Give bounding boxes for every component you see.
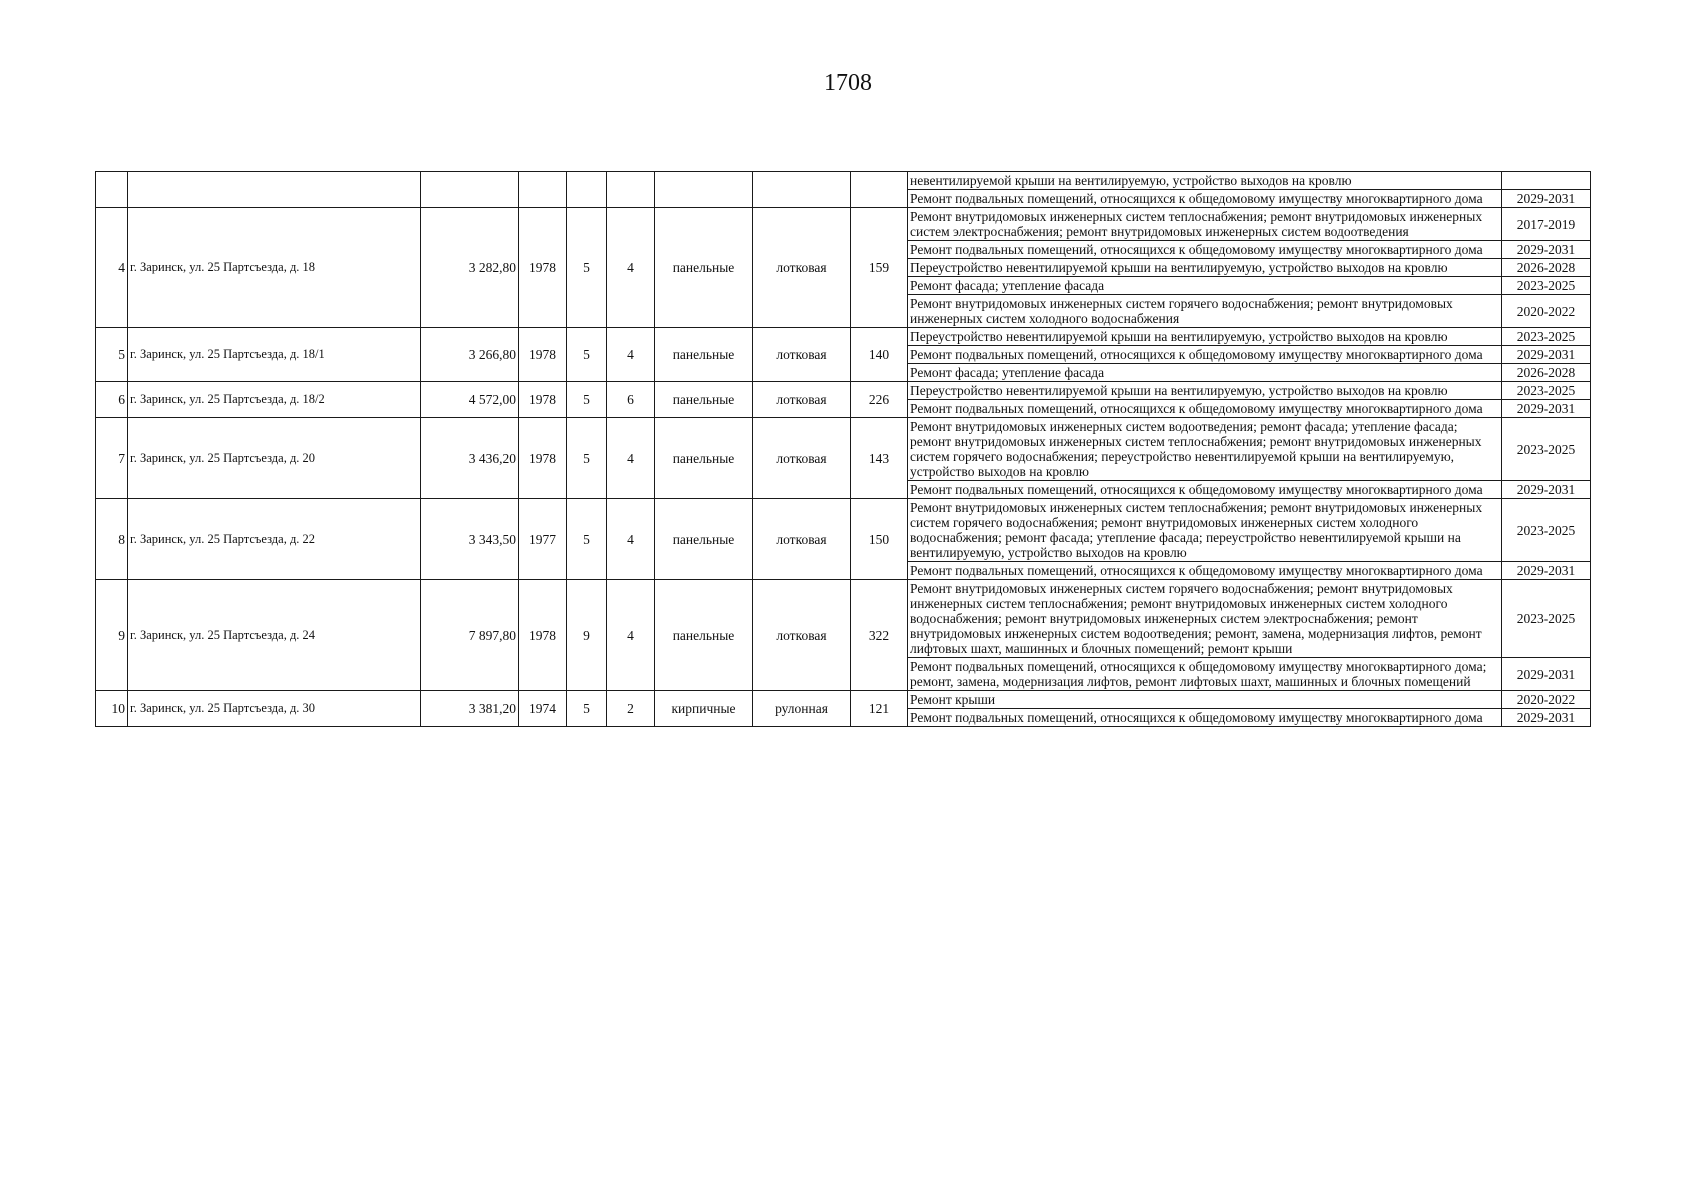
work-period-cell: 2029-2031 bbox=[1502, 709, 1591, 727]
table-row bbox=[96, 418, 1591, 481]
work-period-cell: 2029-2031 bbox=[1502, 400, 1591, 418]
work-period-cell: 2023-2025 bbox=[1502, 328, 1591, 346]
year-cell: 1978 bbox=[519, 382, 567, 418]
row-number: 5 bbox=[96, 328, 128, 382]
residents-cell: 143 bbox=[851, 418, 908, 499]
page-number: 1708 bbox=[824, 70, 872, 96]
area-cell bbox=[421, 172, 519, 208]
work-period-cell: 2023-2025 bbox=[1502, 418, 1591, 481]
year-cell: 1978 bbox=[519, 580, 567, 691]
work-period-cell: 2020-2022 bbox=[1502, 691, 1591, 709]
work-description-cell: Ремонт подвальных помещений, относящихся к общедомовому имуществу многоквартирного дома bbox=[908, 400, 1502, 418]
work-period-cell: 2029-2031 bbox=[1502, 562, 1591, 580]
address-cell: г. Заринск, ул. 25 Партсъезда, д. 18 bbox=[128, 208, 421, 328]
address-cell: г. Заринск, ул. 25 Партсъезда, д. 30 bbox=[128, 691, 421, 727]
area-cell: 3 436,20 bbox=[421, 418, 519, 499]
year-cell: 1978 bbox=[519, 208, 567, 328]
wall-material-cell: кирпичные bbox=[655, 691, 753, 727]
table-row bbox=[96, 580, 1591, 658]
work-period-cell: 2026-2028 bbox=[1502, 259, 1591, 277]
work-description-cell: Ремонт внутридомовых инженерных систем горячего водоснабжения; ремонт внутридомовых инженерных систем теплоснабжения; ремонт внутридомовых инженерных систем холодного водоснабжения; ремонт внутридомовых инженерных систем электроснабжения; ремонт внутридомовых инженерных систем водоотведения; ремонт, замена, модернизация лифтов, ремонт лифтовых шахт, машинных и блочных помещений; ремонт крыши bbox=[908, 580, 1502, 658]
wall-material-cell: панельные bbox=[655, 499, 753, 580]
area-cell: 3 381,20 bbox=[421, 691, 519, 727]
work-description-cell: Переустройство невентилируемой крыши на вентилируемую, устройство выходов на кровлю bbox=[908, 328, 1502, 346]
row-number bbox=[96, 172, 128, 208]
floors-cell: 5 bbox=[567, 328, 607, 382]
year-cell bbox=[519, 172, 567, 208]
area-cell: 3 266,80 bbox=[421, 328, 519, 382]
table-row bbox=[96, 691, 1591, 709]
work-period-cell bbox=[1502, 172, 1591, 190]
roof-type-cell: лотковая bbox=[753, 328, 851, 382]
housing-repair-table bbox=[95, 171, 1591, 727]
work-description-cell: Ремонт внутридомовых инженерных систем горячего водоснабжения; ремонт внутридомовых инженерных систем холодного водоснабжения bbox=[908, 295, 1502, 328]
area-cell: 4 572,00 bbox=[421, 382, 519, 418]
entrances-cell: 4 bbox=[607, 328, 655, 382]
entrances-cell: 4 bbox=[607, 499, 655, 580]
wall-material-cell: панельные bbox=[655, 580, 753, 691]
work-period-cell: 2029-2031 bbox=[1502, 346, 1591, 364]
entrances-cell: 6 bbox=[607, 382, 655, 418]
work-period-cell: 2029-2031 bbox=[1502, 241, 1591, 259]
table-row bbox=[96, 172, 1591, 190]
roof-type-cell: рулонная bbox=[753, 691, 851, 727]
area-cell: 3 343,50 bbox=[421, 499, 519, 580]
work-description-cell: Ремонт подвальных помещений, относящихся к общедомовому имуществу многоквартирного дома bbox=[908, 346, 1502, 364]
work-description-cell: Ремонт внутридомовых инженерных систем водоотведения; ремонт фасада; утепление фасада; ремонт внутридомовых инженерных систем теплоснабжения; ремонт внутридомовых инженерных систем горячего водоснабжения; переустройство невентилируемой крыши на вентилируемую, устройство выходов на кровлю bbox=[908, 418, 1502, 481]
roof-type-cell: лотковая bbox=[753, 418, 851, 499]
work-description-cell: Ремонт подвальных помещений, относящихся к общедомовому имуществу многоквартирного дома bbox=[908, 241, 1502, 259]
roof-type-cell: лотковая bbox=[753, 499, 851, 580]
roof-type-cell bbox=[753, 172, 851, 208]
floors-cell bbox=[567, 172, 607, 208]
table-row bbox=[96, 208, 1591, 241]
table-body bbox=[96, 172, 1591, 727]
work-period-cell: 2023-2025 bbox=[1502, 277, 1591, 295]
floors-cell: 9 bbox=[567, 580, 607, 691]
year-cell: 1978 bbox=[519, 418, 567, 499]
roof-type-cell: лотковая bbox=[753, 382, 851, 418]
floors-cell: 5 bbox=[567, 208, 607, 328]
work-period-cell: 2029-2031 bbox=[1502, 658, 1591, 691]
residents-cell bbox=[851, 172, 908, 208]
residents-cell: 226 bbox=[851, 382, 908, 418]
wall-material-cell: панельные bbox=[655, 418, 753, 499]
floors-cell: 5 bbox=[567, 499, 607, 580]
residents-cell: 140 bbox=[851, 328, 908, 382]
work-description-cell: Ремонт внутридомовых инженерных систем теплоснабжения; ремонт внутридомовых инженерных систем горячего водоснабжения; ремонт внутридомовых инженерных систем холодного водоснабжения; ремонт фасада; утепление фасада; переустройство невентилируемой крыши на вентилируемую, устройство выходов на кровлю bbox=[908, 499, 1502, 562]
work-description-cell: Ремонт фасада; утепление фасада bbox=[908, 364, 1502, 382]
roof-type-cell: лотковая bbox=[753, 580, 851, 691]
row-number: 10 bbox=[96, 691, 128, 727]
work-period-cell: 2029-2031 bbox=[1502, 190, 1591, 208]
work-description-cell: Ремонт подвальных помещений, относящихся к общедомовому имуществу многоквартирного дома; ремонт, замена, модернизация лифтов, ремонт лифтовых шахт, машинных и блочных помещений bbox=[908, 658, 1502, 691]
year-cell: 1974 bbox=[519, 691, 567, 727]
work-description-cell: Ремонт подвальных помещений, относящихся к общедомовому имуществу многоквартирного дома bbox=[908, 709, 1502, 727]
area-cell: 7 897,80 bbox=[421, 580, 519, 691]
work-period-cell: 2029-2031 bbox=[1502, 481, 1591, 499]
table-row bbox=[96, 499, 1591, 562]
work-description-cell: Ремонт подвальных помещений, относящихся к общедомовому имуществу многоквартирного дома bbox=[908, 190, 1502, 208]
entrances-cell: 4 bbox=[607, 418, 655, 499]
work-description-cell: невентилируемой крыши на вентилируемую, устройство выходов на кровлю bbox=[908, 172, 1502, 190]
address-cell: г. Заринск, ул. 25 Партсъезда, д. 18/2 bbox=[128, 382, 421, 418]
address-cell: г. Заринск, ул. 25 Партсъезда, д. 18/1 bbox=[128, 328, 421, 382]
work-description-cell: Ремонт подвальных помещений, относящихся к общедомовому имуществу многоквартирного дома bbox=[908, 562, 1502, 580]
work-period-cell: 2023-2025 bbox=[1502, 382, 1591, 400]
entrances-cell: 2 bbox=[607, 691, 655, 727]
row-number: 8 bbox=[96, 499, 128, 580]
work-description-cell: Ремонт подвальных помещений, относящихся к общедомовому имуществу многоквартирного дома bbox=[908, 481, 1502, 499]
wall-material-cell: панельные bbox=[655, 382, 753, 418]
row-number: 7 bbox=[96, 418, 128, 499]
row-number: 4 bbox=[96, 208, 128, 328]
work-description-cell: Ремонт фасада; утепление фасада bbox=[908, 277, 1502, 295]
work-description-cell: Переустройство невентилируемой крыши на вентилируемую, устройство выходов на кровлю bbox=[908, 382, 1502, 400]
address-cell bbox=[128, 172, 421, 208]
address-cell: г. Заринск, ул. 25 Партсъезда, д. 20 bbox=[128, 418, 421, 499]
work-period-cell: 2023-2025 bbox=[1502, 499, 1591, 562]
floors-cell: 5 bbox=[567, 382, 607, 418]
work-period-cell: 2017-2019 bbox=[1502, 208, 1591, 241]
roof-type-cell: лотковая bbox=[753, 208, 851, 328]
wall-material-cell bbox=[655, 172, 753, 208]
work-description-cell: Ремонт внутридомовых инженерных систем теплоснабжения; ремонт внутридомовых инженерных систем электроснабжения; ремонт внутридомовых инженерных систем водоотведения bbox=[908, 208, 1502, 241]
work-period-cell: 2023-2025 bbox=[1502, 580, 1591, 658]
table-row bbox=[96, 382, 1591, 400]
residents-cell: 159 bbox=[851, 208, 908, 328]
table-row bbox=[96, 328, 1591, 346]
year-cell: 1977 bbox=[519, 499, 567, 580]
residents-cell: 121 bbox=[851, 691, 908, 727]
residents-cell: 150 bbox=[851, 499, 908, 580]
address-cell: г. Заринск, ул. 25 Партсъезда, д. 22 bbox=[128, 499, 421, 580]
row-number: 9 bbox=[96, 580, 128, 691]
work-description-cell: Ремонт крыши bbox=[908, 691, 1502, 709]
residents-cell: 322 bbox=[851, 580, 908, 691]
wall-material-cell: панельные bbox=[655, 208, 753, 328]
floors-cell: 5 bbox=[567, 418, 607, 499]
floors-cell: 5 bbox=[567, 691, 607, 727]
entrances-cell bbox=[607, 172, 655, 208]
work-description-cell: Переустройство невентилируемой крыши на вентилируемую, устройство выходов на кровлю bbox=[908, 259, 1502, 277]
address-cell: г. Заринск, ул. 25 Партсъезда, д. 24 bbox=[128, 580, 421, 691]
entrances-cell: 4 bbox=[607, 208, 655, 328]
area-cell: 3 282,80 bbox=[421, 208, 519, 328]
entrances-cell: 4 bbox=[607, 580, 655, 691]
row-number: 6 bbox=[96, 382, 128, 418]
year-cell: 1978 bbox=[519, 328, 567, 382]
wall-material-cell: панельные bbox=[655, 328, 753, 382]
work-period-cell: 2026-2028 bbox=[1502, 364, 1591, 382]
work-period-cell: 2020-2022 bbox=[1502, 295, 1591, 328]
